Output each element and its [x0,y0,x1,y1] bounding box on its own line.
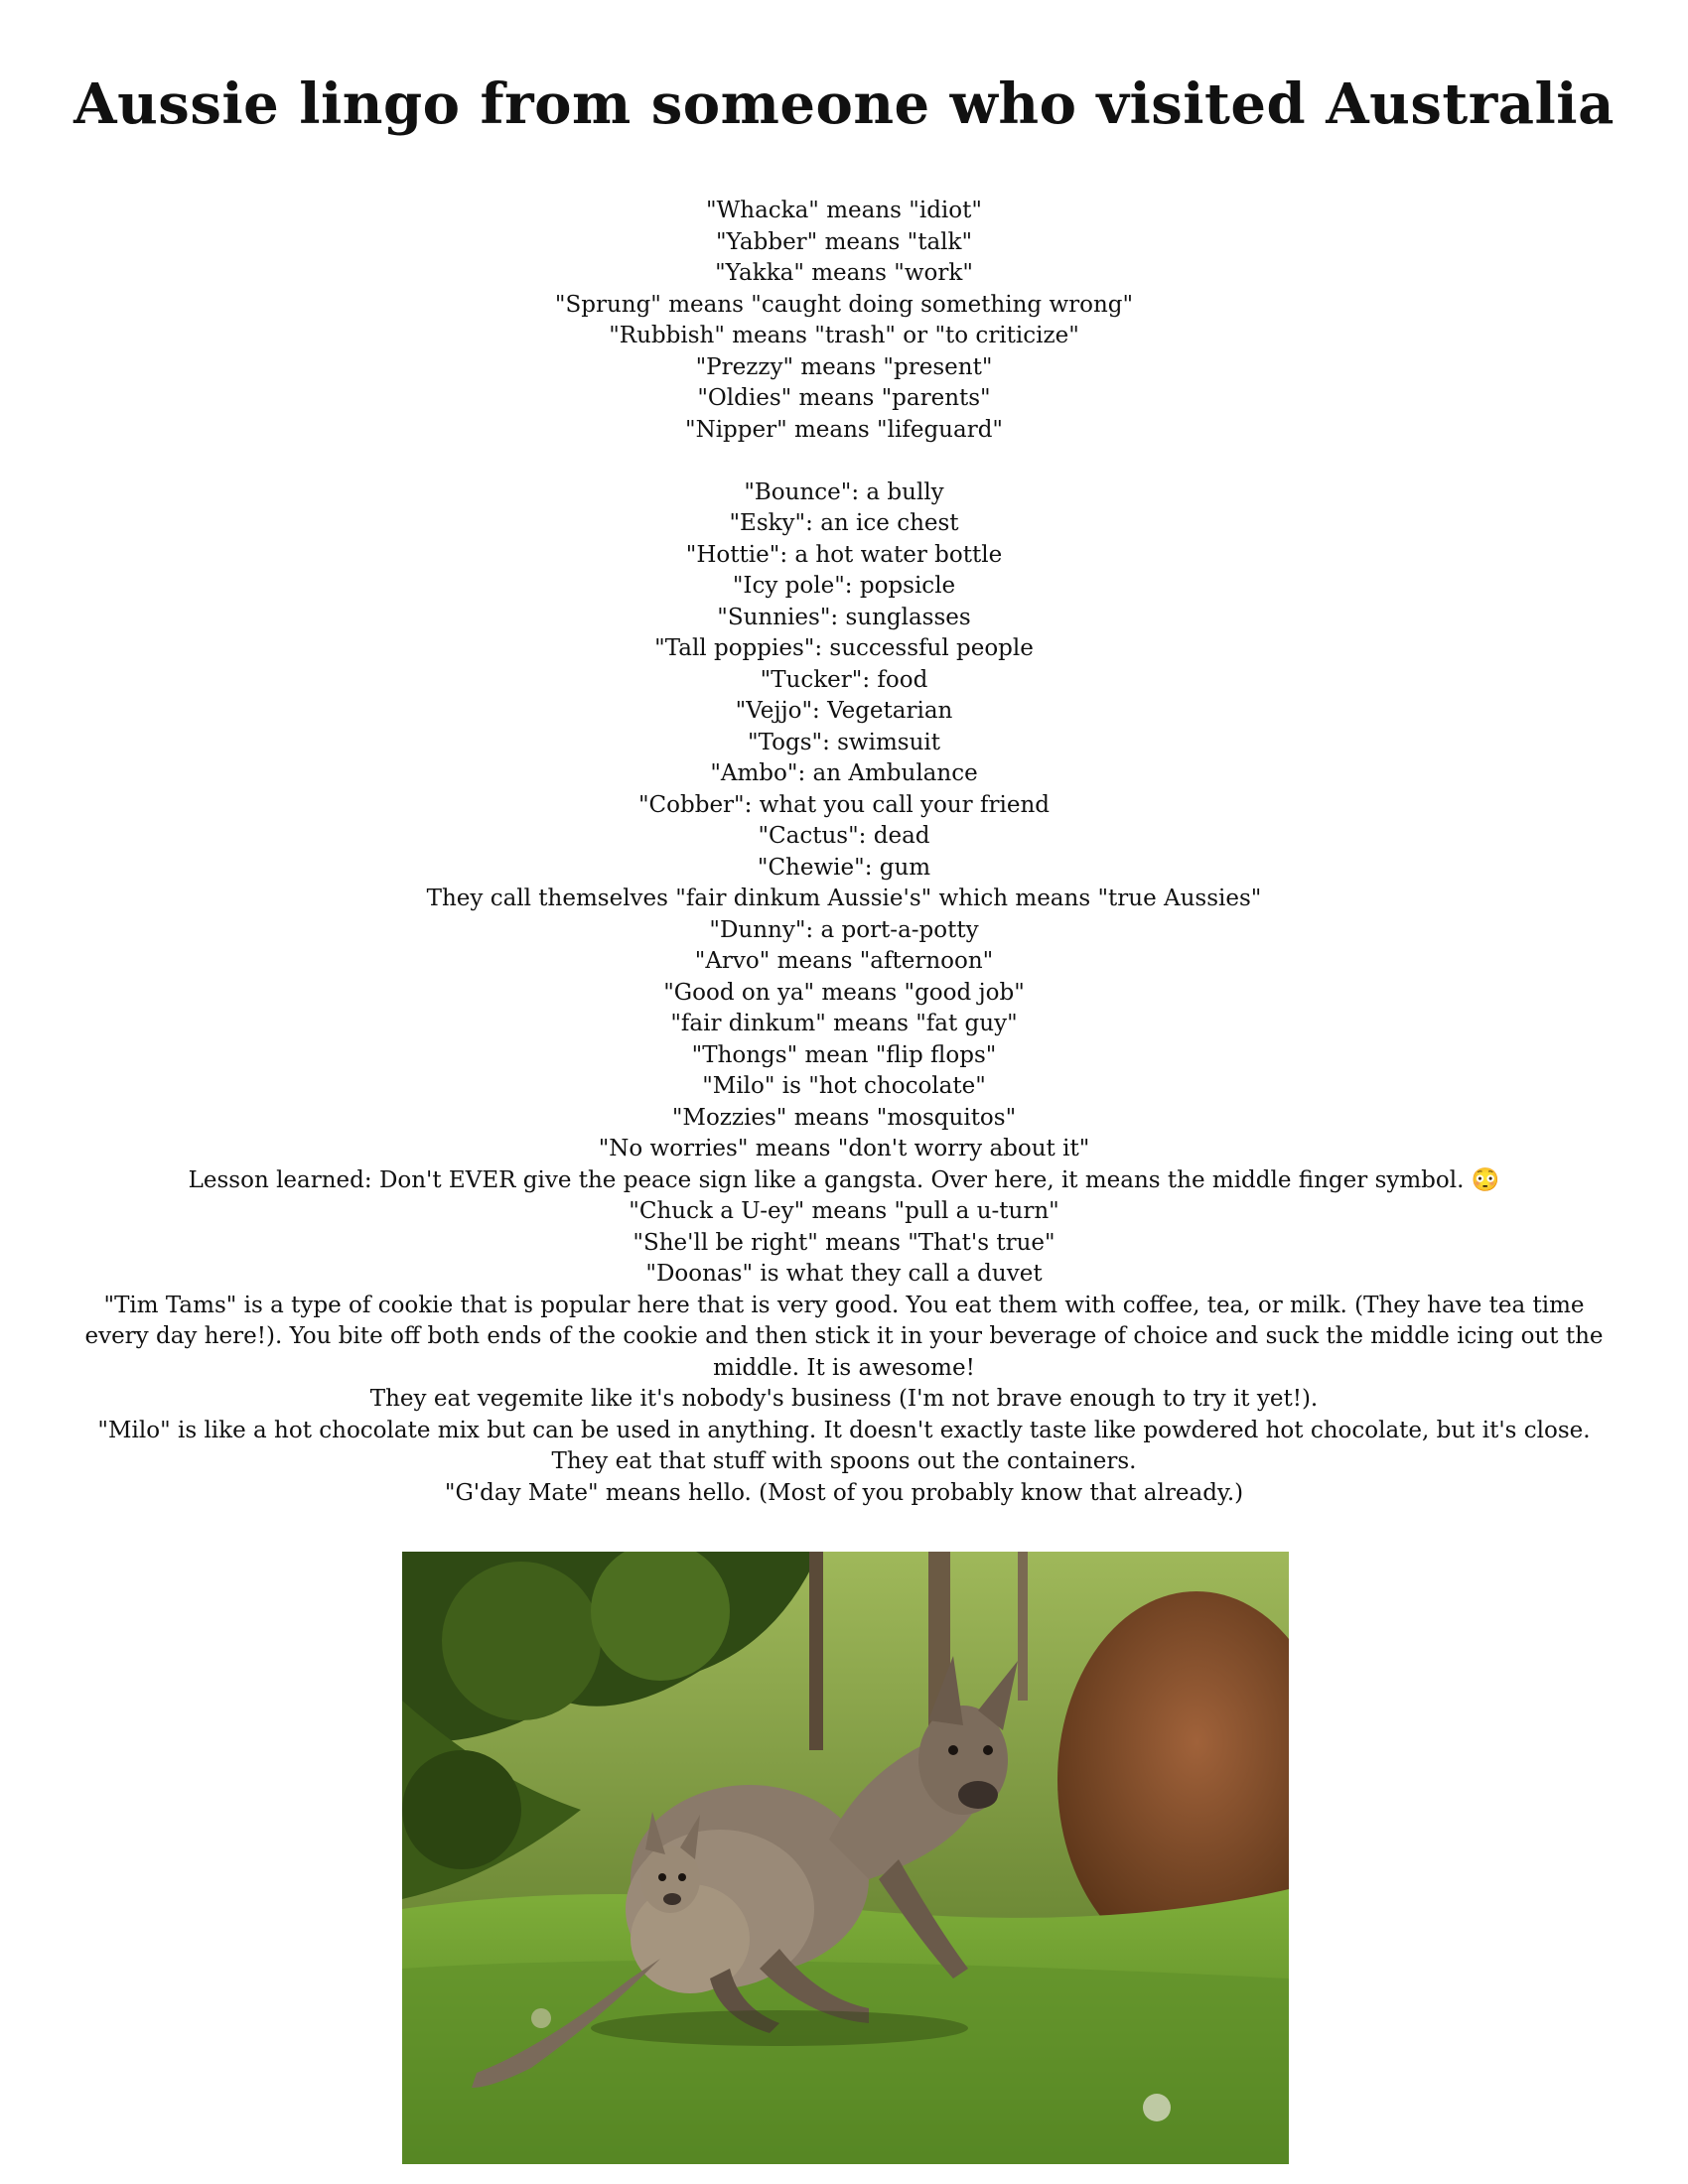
lingo-line: "Cobber": what you call your friend [637,791,1051,818]
lingo-line: "Thongs" mean "flip flops" [691,1041,997,1068]
lingo-line: "Tim Tams" is a type of cookie that is popular here that is very good. You eat them with coffee, tea, or milk. (They have tea time every day here!). You bite off both ends of the cookie and then stick it in your beverage of choice and suck the middle icing out the middle. It is awesome! [84,1292,1611,1381]
lingo-line: "Tucker": food [760,666,928,693]
lingo-line: "Whacka" means "idiot" [706,198,982,223]
lingo-line: "No worries" means "don't worry about it" [598,1136,1090,1161]
lingo-line: "Prezzy" means "present" [695,353,993,380]
lingo-line: Lesson learned: Don't EVER give the peace sign like a gangsta. Over here, it means the middle finger symbol. 😳 [188,1166,1500,1193]
lingo-line: They call themselves "fair dinkum Aussie's" which means "true Aussies" [426,886,1262,911]
lingo-line: "Sprung" means "caught doing something wrong" [554,291,1134,318]
lingo-line: "Milo" is "hot chocolate" [702,1073,986,1099]
lingo-line: "Milo" is like a hot chocolate mix but can be used in anything. It doesn't exactly taste like powdered hot chocolate, but it's close. They eat that stuff with spoons out the containers. [97,1417,1598,1474]
lingo-line: "Cactus": dead [758,823,930,849]
lingo-line: "Rubbish" means "trash" or "to criticize" [609,323,1079,348]
lingo-line: "Esky": an ice chest [729,510,959,536]
lingo-line: "G'day Mate" means hello. (Most of you probably know that already.) [444,1479,1244,1506]
kangaroo-photo [402,1552,1289,2164]
lingo-text [79,196,1609,1509]
lingo-line: "Good on ya" means "good job" [663,979,1025,1006]
lingo-line: "Bounce": a bully [744,478,944,505]
paragraph-spacer [79,446,1609,478]
lingo-line: "Doonas" is what they call a duvet [645,1261,1043,1287]
lingo-line: "fair dinkum" means "fat guy" [670,1011,1018,1036]
page-title: Aussie lingo from someone who visited Australia [73,71,1615,137]
lingo-line: "Chewie": gum [757,854,931,881]
kangaroo-illustration [402,1552,1289,2164]
lingo-line: "Arvo" means "afternoon" [694,948,994,974]
lingo-line: "Mozzies" means "mosquitos" [671,1104,1017,1131]
lingo-line: "Togs": swimsuit [747,729,941,755]
lingo-line: "Tall poppies": successful people [654,635,1034,661]
lingo-line: They eat vegemite like it's nobody's business (I'm not brave enough to try it yet!). [369,1386,1319,1412]
lingo-group-definitions [79,478,1609,1510]
lingo-line: "Nipper" means "lifeguard" [684,416,1004,443]
lingo-line: "She'll be right" means "That's true" [633,1229,1055,1256]
lingo-line: "Yabber" means "talk" [715,228,973,255]
lingo-line: "Chuck a U-ey" means "pull a u-turn" [629,1198,1059,1224]
lingo-line: "Oldies" means "parents" [697,385,991,411]
lingo-line: "Icy pole": popsicle [732,573,956,599]
lingo-line: "Ambo": an Ambulance [710,760,978,786]
lingo-line: "Hottie": a hot water bottle [685,541,1003,568]
lingo-line: "Yakka" means "work" [715,260,973,286]
lingo-line: "Vejjo": Vegetarian [735,698,953,724]
lingo-line: "Sunnies": sunglasses [717,604,971,630]
lingo-line: "Dunny": a port-a-potty [709,916,979,943]
lingo-group-means [79,196,1609,446]
